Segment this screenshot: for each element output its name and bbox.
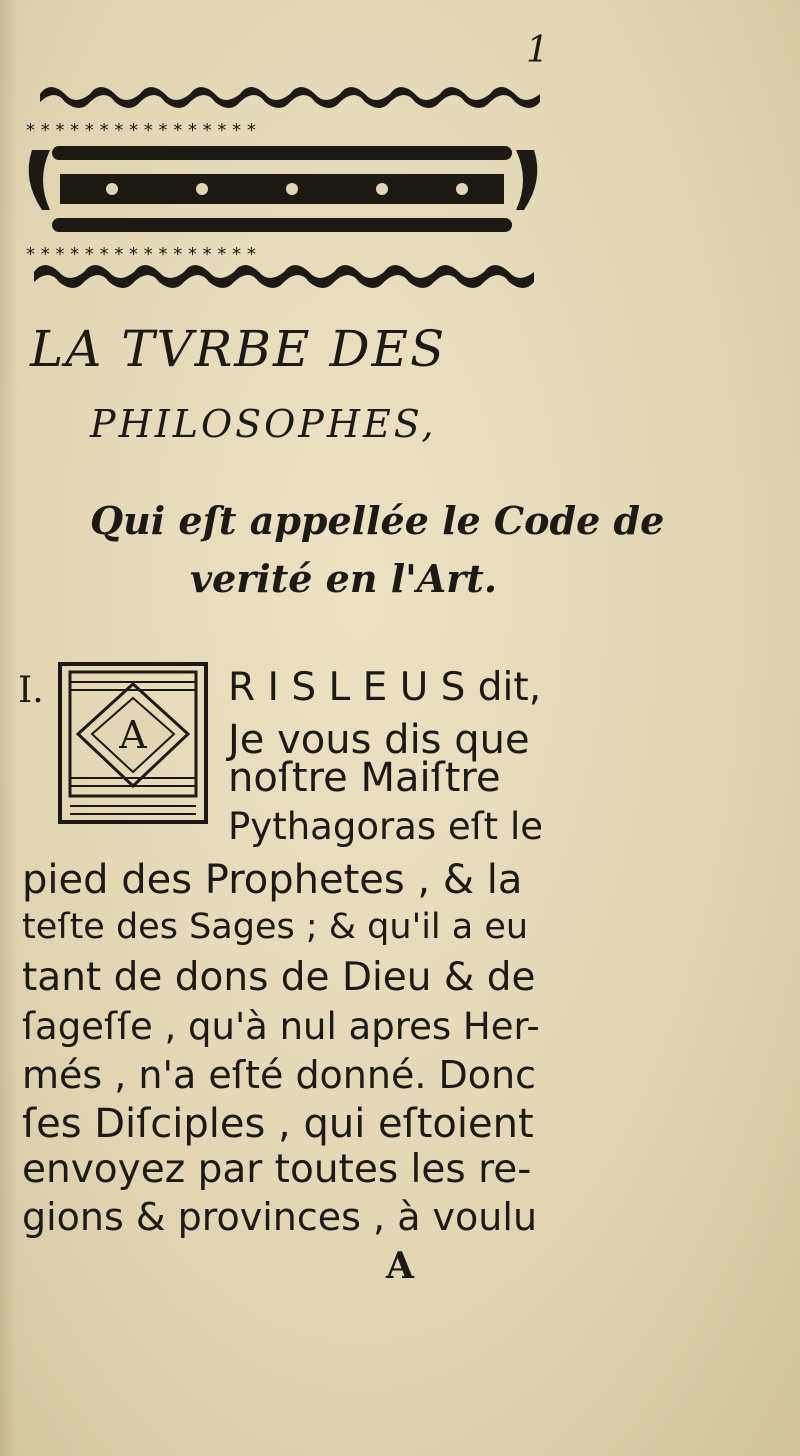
paragraph-number: I. xyxy=(18,670,44,711)
text-line-5: pied des Prophetes , & la xyxy=(22,857,523,903)
text-line-4: Pythagoras eſt le xyxy=(228,805,543,848)
svg-text:* * * * * * * * * * * * * * *: * * * * * * * * * * * * * * * * xyxy=(26,244,256,265)
subtitle-line-1: Qui eſt appellée le Code de xyxy=(90,498,665,543)
title-line-1: LA TVRBE DES xyxy=(30,320,447,378)
svg-text:* * * * * * * * * * * * * * *: * * * * * * * * * * * * * * * * xyxy=(26,120,256,141)
page-number: 1 xyxy=(526,30,549,71)
text-line-11: envoyez par toutes les re- xyxy=(22,1147,532,1192)
text-line-9: més , n'a eſté donné. Donc xyxy=(22,1053,537,1097)
title-line-2: PHILOSOPHES, xyxy=(90,402,437,446)
ornamental-headpiece xyxy=(12,74,554,296)
text-line-7: tant de dons de Dieu & de xyxy=(22,955,536,1000)
initial-letter: A xyxy=(119,713,147,757)
text-line-8: ſageſſe , qu'à nul apres Her- xyxy=(22,1005,540,1048)
text-line-12: gions & provinces , à voulu xyxy=(22,1195,538,1239)
text-line-3: noſtre Maiſtre xyxy=(228,755,501,801)
text-line-1: R I S L E U S dit, xyxy=(228,665,542,710)
catchword: A xyxy=(386,1245,414,1287)
subtitle-line-2: verité en l'Art. xyxy=(190,556,498,601)
decorated-initial xyxy=(58,662,208,824)
text-line-6: teſte des Sages ; & qu'il a eu xyxy=(22,907,529,947)
text-line-2: Je vous dis que xyxy=(228,717,530,763)
text-line-10: ſes Diſciples , qui eſtoient xyxy=(22,1101,534,1147)
